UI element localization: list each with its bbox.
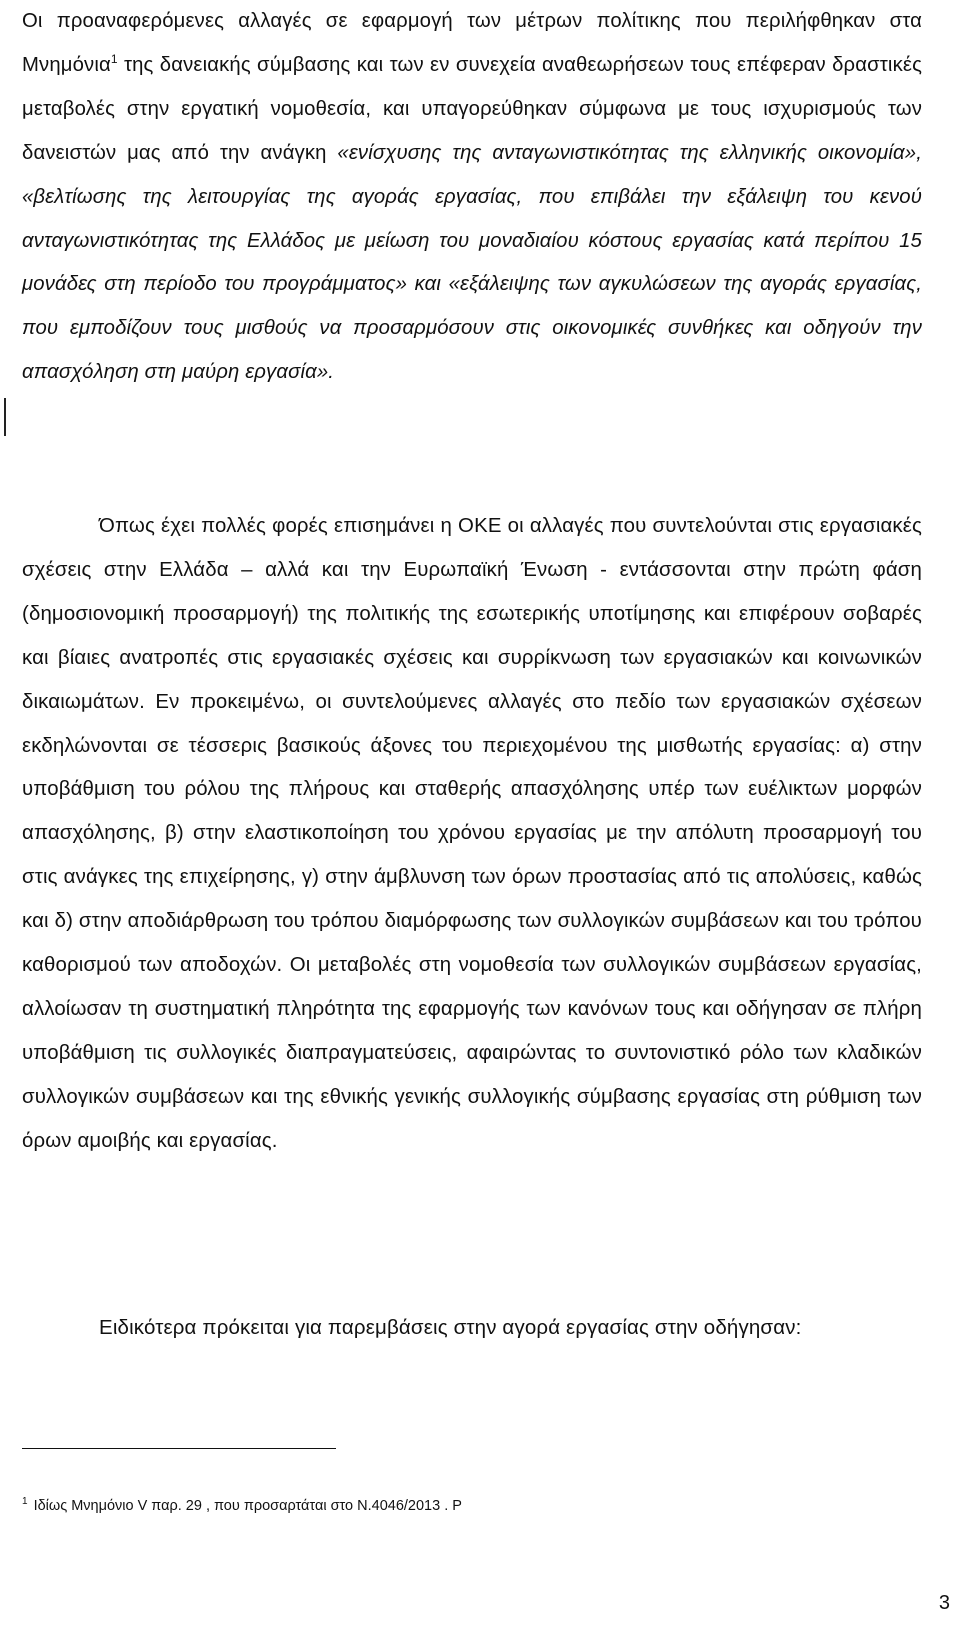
footnote-text: Ιδίως Μνημόνιο V παρ. 29 , που προσαρτάται στο Ν.4046/2013 . Ρ [33, 1498, 462, 1514]
footnote-separator [22, 1448, 336, 1449]
paragraph-1-intro: Οι προαναφερόμενες αλλαγές σε εφαρμογή των μέτρων πολίτικης που περιλήφθηκαν στα Μνημόνια [22, 10, 922, 76]
footnote-marker: 1 [22, 1496, 28, 1508]
revision-change-bar [4, 398, 6, 436]
paragraph-1-quotation: «ενίσχυσης της ανταγωνιστικότητας της ελληνικής οικονομία», «βελτίωσης της λειτουργίας της αγοράς εργασίας, που επιβάλει την εξάλειψη του κενού ανταγωνιστικότητας της Ελλάδος με μείωση του μοναδιαίου κόστους εργασίας κατά περίπου 15 μονάδες στη περίοδο του προγράμματος» και «εξάλειψης των αγκυλώσεων της αγοράς εργασίας, που εμποδίζουν τους μισθούς να προσαρμόσουν στις οικονομικές συνθήκες και οδηγούν την απασχόληση στη μαύρη εργασία». [22, 141, 922, 384]
paragraph-2: Όπως έχει πολλές φορές επισημάνει η ΟΚΕ οι αλλαγές που συντελούνται στις εργασιακές σχέσεις στην Ελλάδα – αλλά και την Ευρωπαϊκή Ένωση - εντάσσονται στην πρώτη φάση (δημοσιονομική προσαρμογή) της πολιτικής της εσωτερικής υποτίμησης και επιφέρουν σοβαρές και βίαιες ανατροπές στις εργασιακές σχέσεις και συρρίκνωση των εργασιακών και κοινωνικών δικαιωμάτων. Εν προκειμένω, οι συντελούμενες αλλαγές στο πεδίο των εργασιακών σχέσεων εκδηλώνονται σε τέσσερις βασικούς άξονες του περιεχομένου της μισθωτής εργασίας: α) στην υποβάθμιση του ρόλου της πλήρους και σταθερής απασχόλησης υπέρ των ευέλικτων μορφών απασχόλησης, β) στην ελαστικοποίηση του χρόνου εργασίας με την απόλυτη προσαρμογή του στις ανάγκες της επιχείρησης, γ) στην άμβλυνση των όρων προστασίας από τις απολύσεις, καθώς και δ) στην αποδιάρθρωση του τρόπου διαμόρφωσης των συλλογικών συμβάσεων και του τρόπου καθορισμού των αποδοχών. Οι μεταβολές στη νομοθεσία των συλλογικών συμβάσεων εργασίας, αλλοίωσαν τη συστηματική πληρότητα της εφαρμογής των κανόνων τους και οδήγησαν σε πλήρη υποβάθμιση τις συλλογικές διαπραγματεύσεις, αφαιρώντας το συντονιστικό ρόλο των κλαδικών συλλογικών συμβάσεων και της εθνικής γενικής συλλογικής σύμβασης εργασίας στη ρύθμιση των όρων αμοιβής και εργασίας. [22, 515, 922, 1152]
paragraph-3: Ειδικότερα πρόκειται για παρεμβάσεις στην αγορά εργασίας στην οδήγησαν: [99, 1316, 802, 1339]
footnote-reference[interactable]: 1 [110, 52, 118, 67]
paragraph-1 [22, 0, 922, 395]
page-number: 3 [938, 1592, 950, 1614]
footnote [22, 1496, 462, 1516]
paragraph-1-continuation: της δανειακής σύμβασης και των εν συνεχεία αναθεωρήσεων τους επέφεραν δραστικές μεταβολές στην εργατική νομοθεσία, και υπαγορεύθηκαν σύμφωνα με τους ισχυρισμούς των δανειστών μας από την ανάγκη [22, 53, 922, 164]
